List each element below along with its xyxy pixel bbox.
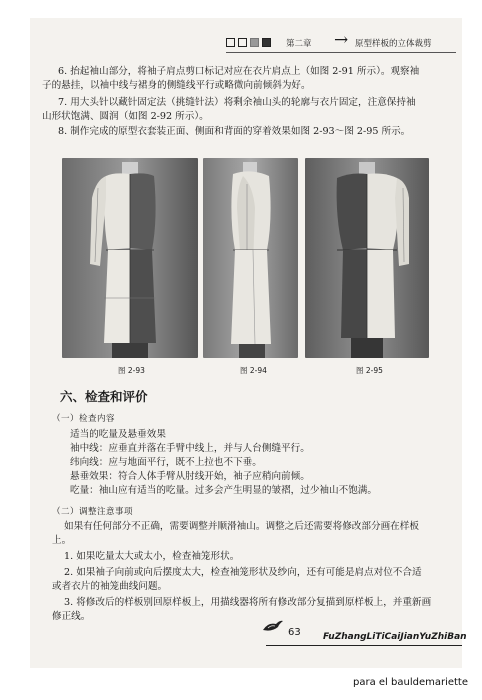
figure-caption: 图 2-94 xyxy=(240,366,267,375)
chapter-label: 第二章 xyxy=(286,39,312,49)
square-outline xyxy=(238,38,247,47)
bird-icon xyxy=(262,618,284,638)
adjust-item-3-line-2: 修正线。 xyxy=(52,611,91,622)
section-title: 六、检查和评价 xyxy=(60,389,148,404)
check-line: 吃量：袖山应有适当的吃量。过多会产生明显的皱褶，过少袖山不饱满。 xyxy=(70,485,377,496)
header-rule xyxy=(226,52,456,53)
photo-back-view xyxy=(305,158,429,358)
page-header xyxy=(30,18,462,58)
step-6-line-2: 子的悬挂，以袖中线与裙身的侧缝线平行或略微向前倾斜为好。 xyxy=(42,80,311,91)
document-page xyxy=(30,18,467,668)
subsection-title-check: （一）检查内容 xyxy=(52,414,116,424)
adjust-intro-line-1: 如果有任何部分不正确，需要调整并顺滑袖山。调整之后还需要将修改部分画在样板 xyxy=(64,521,419,532)
adjust-item-3-line-1: 3. 将修改后的样板别回原样板上，用描线器将所有修改部分复描到原样板上，并重新画 xyxy=(64,597,432,608)
adjust-item-2-line-1: 2. 如果袖子向前或向后摆度太大，检查袖笼形状及纱向，还有可能是肩点对位不合适 xyxy=(64,567,422,578)
check-line: 适当的吃量及悬垂效果 xyxy=(70,429,166,440)
adjust-item-1: 1. 如果吃量太大或太小，检查袖笼形状。 xyxy=(64,551,240,562)
check-line: 袖中线：应垂直并落在手臂中线上，并与人台侧缝平行。 xyxy=(70,443,310,454)
square-gray xyxy=(250,38,259,47)
credit-caption: para el bauldemariette xyxy=(353,677,468,688)
adjust-intro-line-2: 上。 xyxy=(52,535,72,546)
square-filled xyxy=(262,38,271,47)
footer-book-title: FuZhangLiTiCaiJianYuZhiBan xyxy=(323,632,467,642)
step-8-line-1: 8. 制作完成的原型衣套装正面、侧面和背面的穿着效果如图 2-93～图 2-95 所示。 xyxy=(58,126,411,137)
footer-rule xyxy=(266,645,462,646)
square-outline xyxy=(226,38,235,47)
photo-front-view xyxy=(62,158,198,358)
section-header-title: 原型样板的立体裁剪 xyxy=(355,39,432,49)
check-line: 悬垂效果：符合人体手臂从肘线开始，袖子应稍向前倾。 xyxy=(70,471,310,482)
page-number: 63 xyxy=(288,627,301,638)
check-line: 纬向线：应与地面平行，既不上拉也不下垂。 xyxy=(70,457,262,468)
header-squares xyxy=(226,38,271,47)
adjust-item-2-line-2: 或者衣片的袖笼曲线问题。 xyxy=(52,581,168,592)
photo-side-view xyxy=(203,158,298,358)
figure-caption: 图 2-93 xyxy=(118,366,145,375)
figure-caption: 图 2-95 xyxy=(356,366,383,375)
step-7-line-2: 山形状饱满、圆润（如图 2-92 所示）。 xyxy=(42,111,209,122)
subsection-title-adjust: （二）调整注意事项 xyxy=(52,507,134,517)
step-6-line-1: 6. 抬起袖山部分，将袖子肩点剪口标记对应在衣片肩点上（如图 2-91 所示）。观察袖 xyxy=(58,66,420,77)
step-7-line-1: 7. 用大头针以藏针固定法（挑缝针法）将剩余袖山头的轮廓与衣片固定，注意保持袖 xyxy=(58,97,416,108)
arrow-right-icon: → xyxy=(334,30,349,50)
